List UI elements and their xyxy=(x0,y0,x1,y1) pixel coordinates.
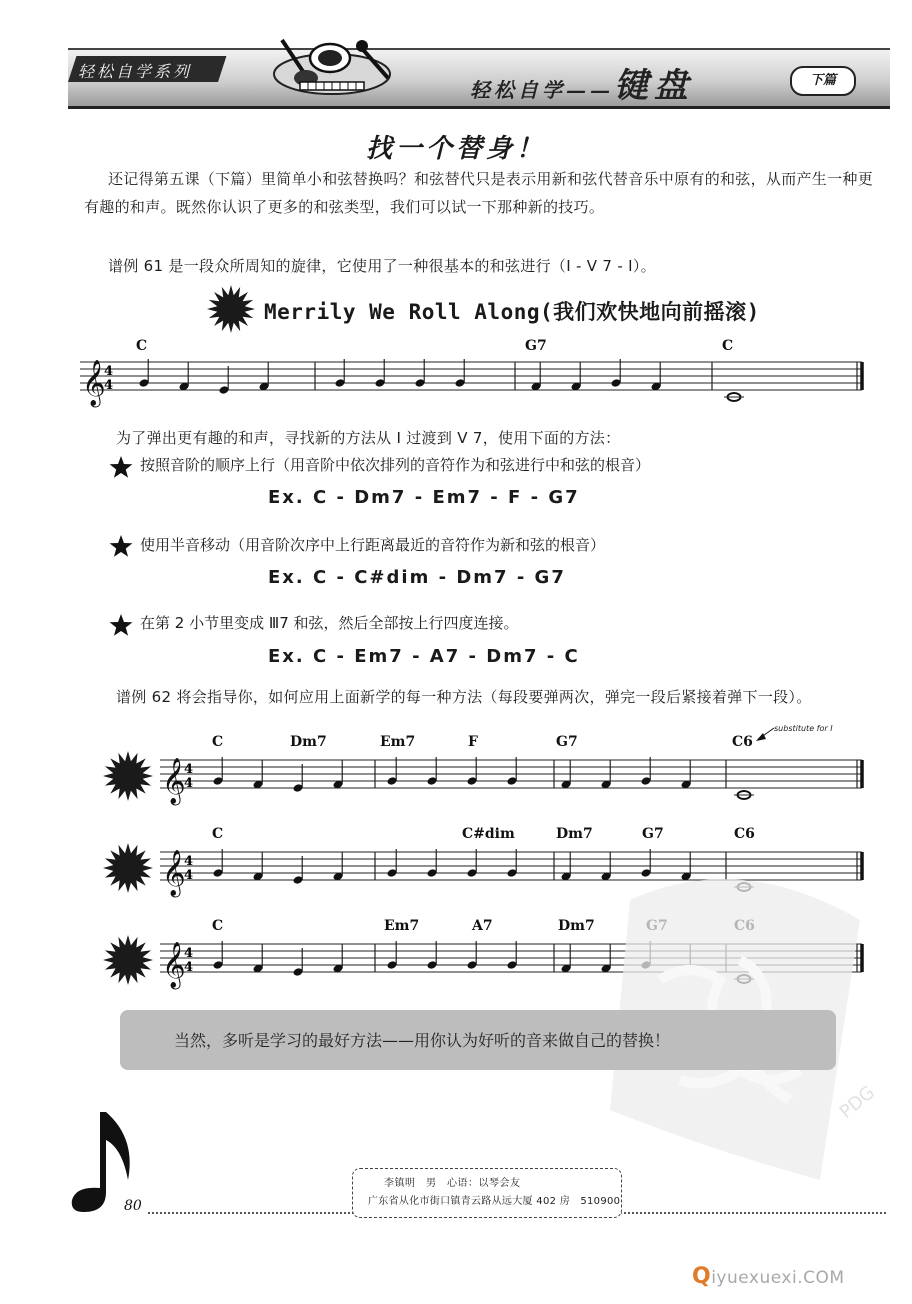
time-signature-bottom: 4 xyxy=(184,868,194,883)
chord-label-ex62-staff1: F xyxy=(468,734,478,750)
chord-label-ex62-staff3: Em7 xyxy=(384,918,420,934)
method-intro: 为了弹出更有趣的和声，寻找新的方法从 I 过渡到 V 7，使用下面的方法： xyxy=(116,429,621,447)
star-bullet-icon xyxy=(108,613,134,639)
watermark-text: PDG xyxy=(835,1082,879,1123)
chord-label-ex62-staff2: C6 xyxy=(734,826,755,842)
time-signature-top: 4 xyxy=(184,854,194,869)
series-title: 轻松自学系列 xyxy=(78,62,193,81)
method-1-text: 按照音阶的顺序上行（用音阶中依次排列的音符作为和弦进行中和弦的根音） xyxy=(140,456,651,474)
site-watermark-q: Q xyxy=(692,1264,712,1289)
example-61-intro: 谱例 61 是一段众所周知的旋律，它使用了一种很基本的和弦进行（I - V 7 - I）。 xyxy=(108,257,656,275)
time-signature-top: 4 xyxy=(184,762,194,777)
chord-label-ex62-staff1: C xyxy=(212,734,224,750)
site-watermark xyxy=(692,1264,845,1289)
treble-clef-icon: 𝄞 xyxy=(82,360,106,406)
chord-label-ex62-staff1: Em7 xyxy=(380,734,416,750)
method-3-example: Ex. C - Em7 - A7 - Dm7 - C xyxy=(268,646,580,667)
eighth-note-icon xyxy=(66,1108,156,1218)
starburst-icon xyxy=(102,842,154,894)
tip-text: 当然，多听是学习的最好方法——用你认为好听的音来做自己的替换！ xyxy=(174,1031,671,1050)
method-1-example: Ex. C - Dm7 - Em7 - F - G7 xyxy=(268,487,580,508)
time-signature-top: 4 xyxy=(184,946,194,961)
chord-label-ex62-staff1: G7 xyxy=(556,734,578,750)
time-signature-top: 4 xyxy=(104,364,114,379)
chord-label-ex62-staff1: C6 xyxy=(732,734,753,750)
method-2-text: 使用半音移动（用音阶次序中上行距离最近的音符作为新和弦的根音） xyxy=(140,536,606,554)
chord-label-ex61: G7 xyxy=(525,338,547,354)
chord-label-ex62-staff3: C xyxy=(212,918,224,934)
chord-label-ex62-staff2: C#dim xyxy=(462,826,515,842)
chord-label-ex61: C xyxy=(722,338,734,354)
treble-clef-icon: 𝄞 xyxy=(162,942,186,988)
chord-label-ex61: C xyxy=(136,338,148,354)
page-number: 80 xyxy=(124,1198,142,1214)
substitute-annotation: substitute for I xyxy=(774,724,833,733)
treble-clef-icon: 𝄞 xyxy=(162,758,186,804)
treble-clef-icon: 𝄞 xyxy=(162,850,186,896)
book-title-big: 键盘 xyxy=(614,66,694,106)
song-title: Merrily We Roll Along(我们欢快地向前摇滚) xyxy=(264,300,760,324)
chord-label-ex62-staff3: A7 xyxy=(472,918,493,934)
footer-contact-name: 李镇明 男 心语：以琴会友 xyxy=(384,1178,521,1189)
method-2-example: Ex. C - C#dim - Dm7 - G7 xyxy=(268,567,566,588)
star-bullet-icon xyxy=(108,534,134,560)
chord-label-ex62-staff3: Dm7 xyxy=(558,918,595,934)
star-bullet-icon xyxy=(108,455,134,481)
chord-label-ex62-staff1: Dm7 xyxy=(290,734,327,750)
chord-label-ex62-staff2: C xyxy=(212,826,224,842)
chord-label-ex62-staff2: Dm7 xyxy=(556,826,593,842)
book-title-small: 轻松自学—— xyxy=(470,78,614,102)
chord-label-ex62-staff2: G7 xyxy=(642,826,664,842)
time-signature-bottom: 4 xyxy=(184,960,194,975)
example-62-intro: 谱例 62 将会指导你，如何应用上面新学的每一种方法（每段要弹两次，弹完一段后紧接着弹下一段）。 xyxy=(116,688,812,706)
method-3-text: 在第 2 小节里变成 Ⅲ7 和弦，然后全部按上行四度连接。 xyxy=(140,614,519,632)
volume-badge: 下篇 xyxy=(790,66,856,96)
time-signature-bottom: 4 xyxy=(104,378,114,393)
lesson-title: 找一个替身！ xyxy=(365,134,546,164)
starburst-icon xyxy=(102,750,154,802)
site-watermark-domain: iyuexuexi.COM xyxy=(711,1268,845,1288)
time-signature-bottom: 4 xyxy=(184,776,194,791)
footer-contact-address: 广东省从化市街口镇青云路从远大厦 402 房 510900 xyxy=(368,1196,621,1207)
intro-paragraph: 还记得第五课（下篇）里简单小和弦替换吗？和弦替代只是表示用新和弦代替音乐中原有的和弦，从而产生一种更有趣的和声。既然你认识了更多的和弦类型，我们可以试一下那种新的技巧。 xyxy=(84,170,874,216)
starburst-icon xyxy=(102,934,154,986)
